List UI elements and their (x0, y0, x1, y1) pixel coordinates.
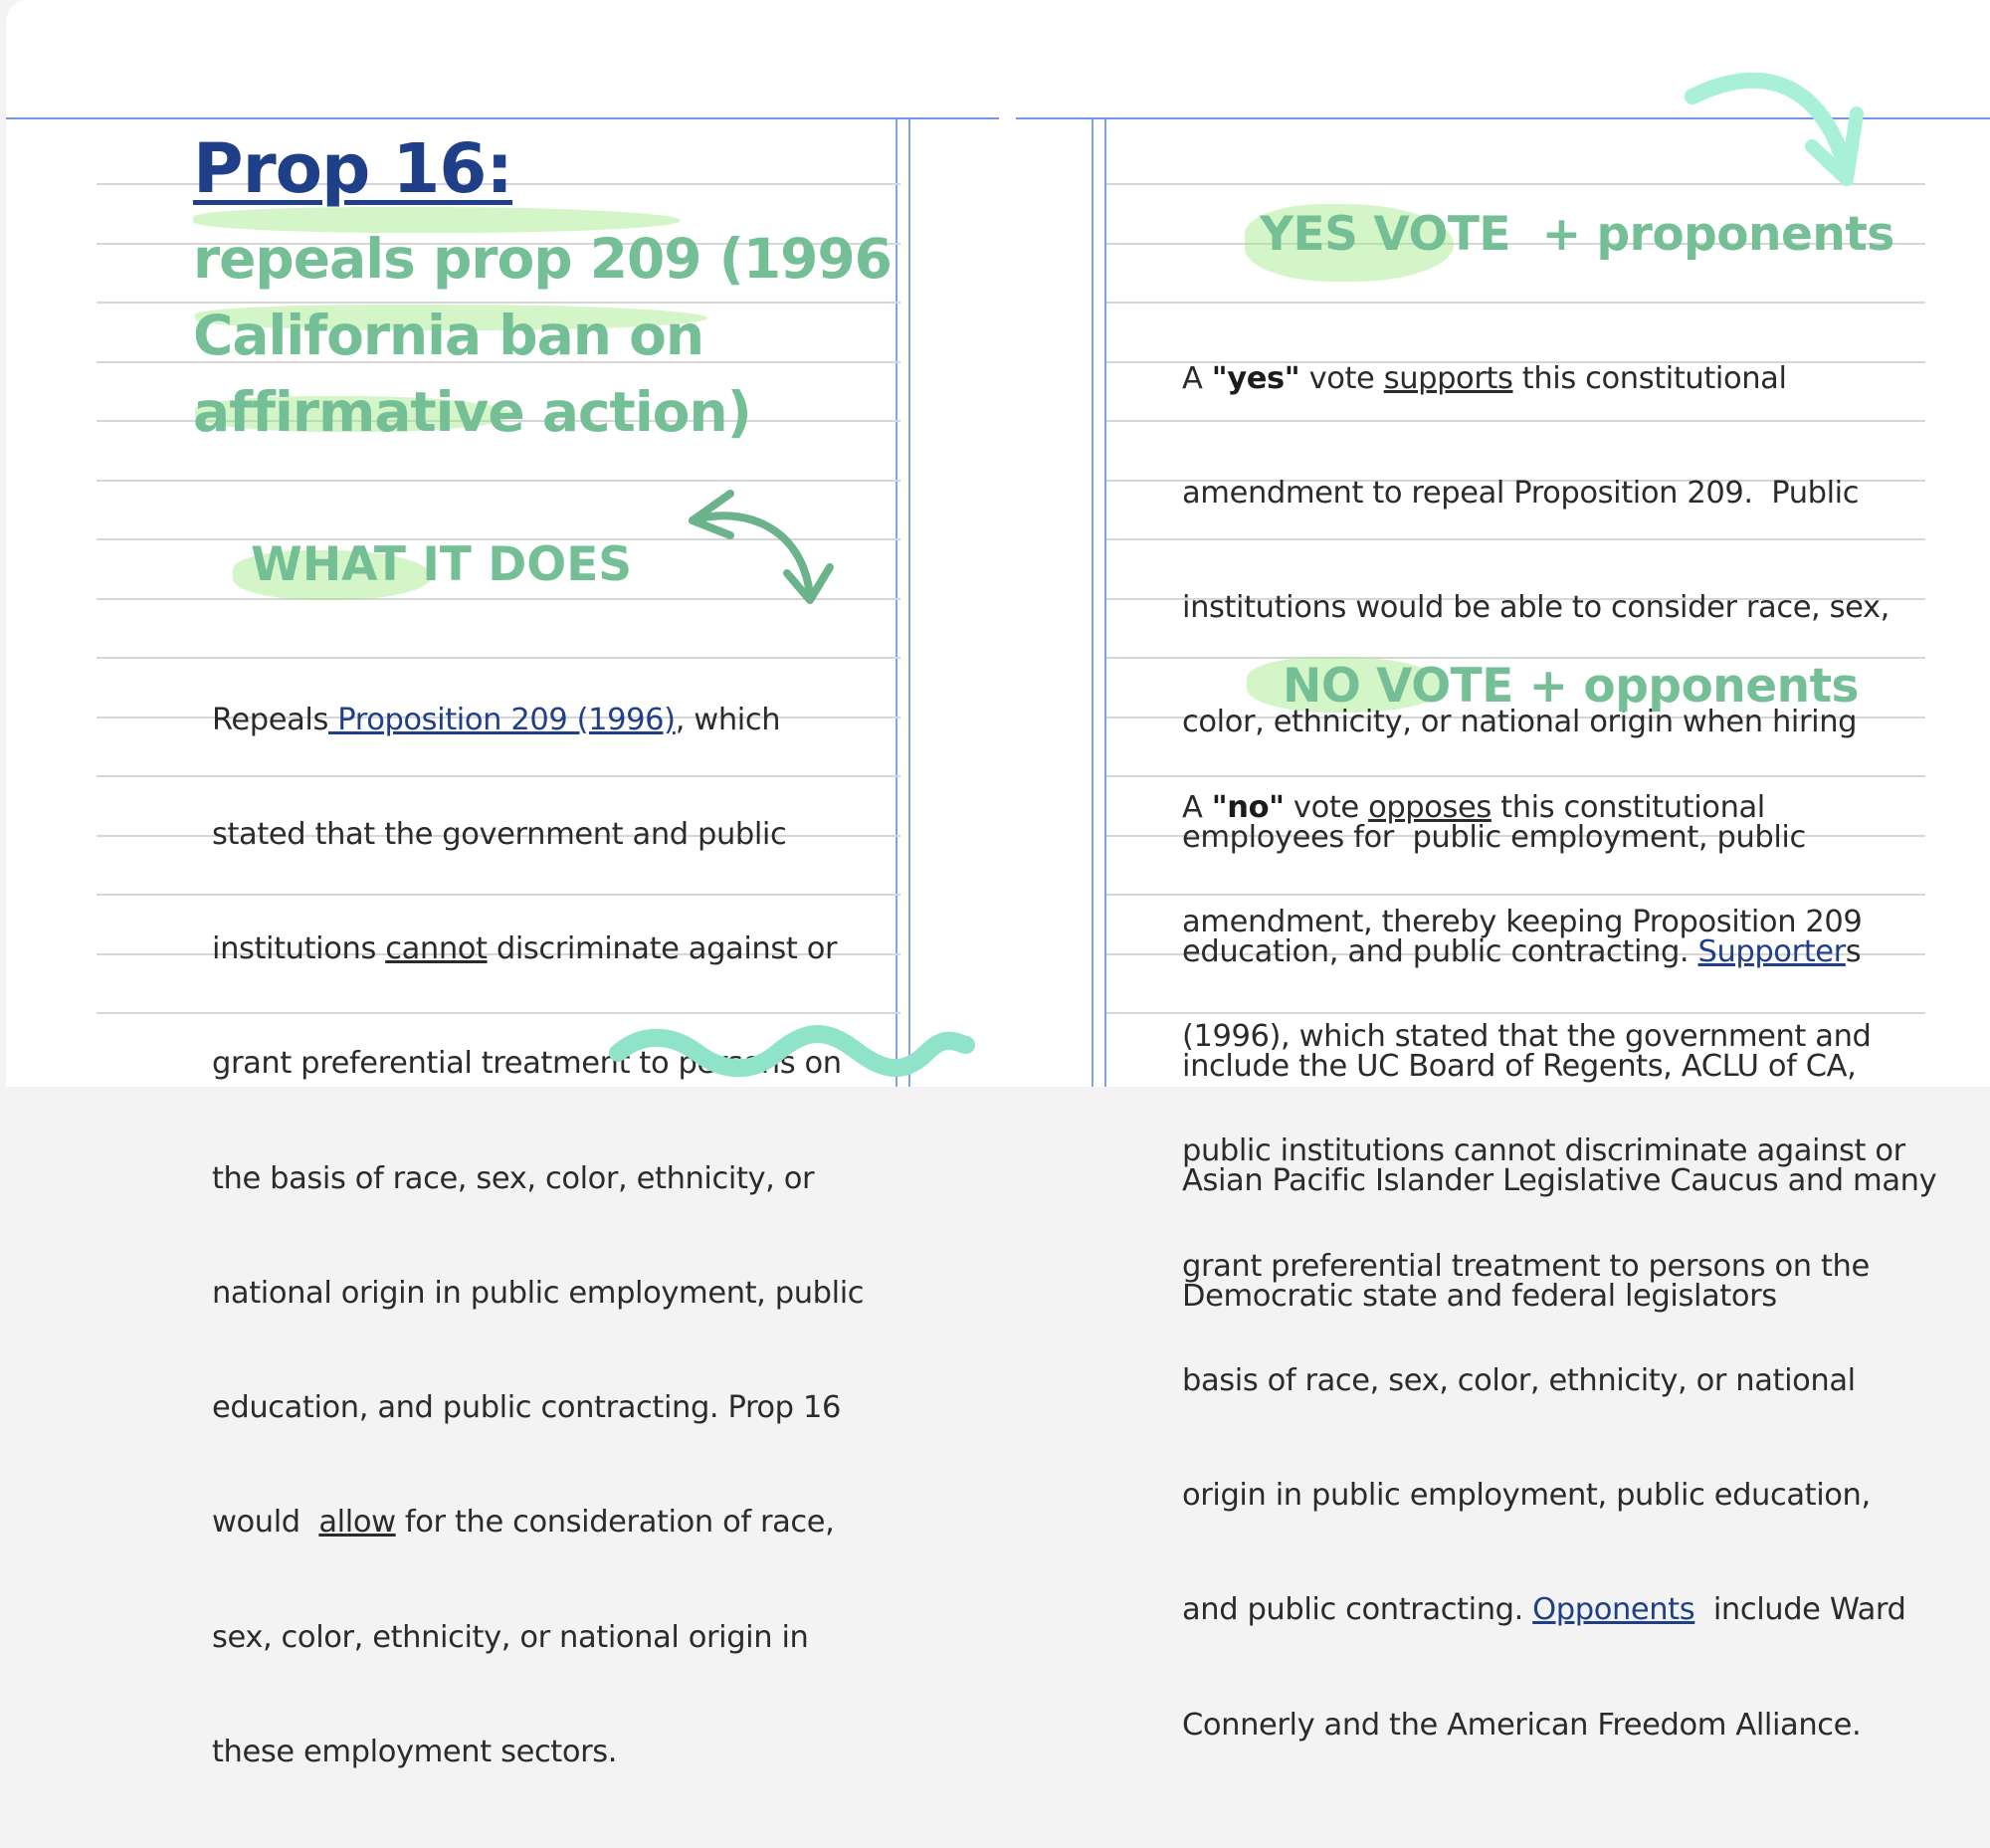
text-line: (1996), which stated that the government and (1182, 1019, 1872, 1055)
margin-line (1104, 119, 1106, 1087)
text-segment: vote (1284, 789, 1369, 825)
text-segment: institutions (212, 931, 386, 967)
underlined-word: cannot (385, 931, 488, 967)
subtitle-line: California ban on (193, 304, 704, 367)
text-segment: this constitutional (1512, 360, 1787, 396)
subtitle-line: repeals prop 209 (1996 (193, 227, 892, 291)
text-line: national origin in public employment, public (212, 1275, 865, 1311)
right-notebook-page (1016, 0, 1990, 1743)
text-line: employees for public employment, public (1182, 819, 1806, 855)
margin-line (1092, 119, 1094, 1087)
text-segment: and public contracting. (1182, 1592, 1533, 1628)
curved-arrow-icon (1673, 62, 1872, 191)
no-vote-text (1182, 713, 1906, 1821)
text-segment: for the consideration of race, (395, 1505, 835, 1540)
text-segment: vote (1299, 360, 1384, 396)
no-vote-heading: NO VOTE + opponents (1283, 659, 1860, 714)
text-segment: , which (675, 702, 781, 737)
supporters-link[interactable]: Supporter (1697, 933, 1846, 969)
text-line: amendment to repeal Proposition 209. Public (1182, 476, 1860, 512)
text-segment: education, and public contracting. (1182, 933, 1698, 969)
text-line: these employment sectors. (212, 1734, 618, 1769)
curved-double-arrow-icon (683, 486, 842, 615)
text-line: Democratic state and federal legislators (1182, 1278, 1777, 1314)
text-line: origin in public employment, public education, (1182, 1478, 1871, 1514)
text-segment: this constitutional (1491, 789, 1765, 825)
text-segment: s (1845, 933, 1862, 969)
section-heading-what-it-does: WHAT IT DOES (251, 537, 633, 592)
bold-word: "no" (1211, 789, 1285, 825)
text-line: Asian Pacific Islander Legislative Caucus and many (1182, 1163, 1937, 1199)
text-line: public institutions cannot discriminate against or (1182, 1133, 1905, 1169)
text-line: include the UC Board of Regents, ACLU of CA, (1182, 1049, 1857, 1085)
bold-word: "yes" (1211, 360, 1300, 396)
text-line: Connerly and the American Freedom Alliance. (1182, 1707, 1862, 1743)
underlined-word: supports (1383, 360, 1513, 396)
squiggle-decoration (608, 1023, 976, 1083)
text-line: sex, color, ethnicity, or national origin in (212, 1619, 809, 1655)
text-line: basis of race, sex, color, ethnicity, or national (1182, 1362, 1856, 1398)
text-segment: include Ward (1694, 1592, 1906, 1628)
page-subtitle (193, 221, 892, 451)
text-line: color, ethnicity, or national origin when hiring (1182, 705, 1858, 740)
margin-line (908, 119, 910, 1087)
underlined-word: allow (318, 1505, 396, 1540)
text-segment: discriminate against or (487, 931, 838, 967)
subtitle-line: affirmative action) (193, 380, 751, 444)
text-line: education, and public contracting. Prop 16 (212, 1390, 841, 1426)
yes-vote-heading: YES VOTE + proponents (1260, 207, 1894, 262)
text-segment: would (212, 1505, 319, 1540)
left-notebook-page (6, 0, 1016, 1769)
text-segment: A (1182, 789, 1212, 825)
text-line: stated that the government and public (212, 817, 787, 853)
page-title: Prop 16: (193, 129, 513, 209)
text-line: institutions would be able to consider race, sex, (1182, 590, 1890, 626)
text-line: grant preferential treatment to persons on the (1182, 1248, 1870, 1284)
ruled-line (97, 480, 900, 482)
margin-line (896, 119, 897, 1087)
text-line: the basis of race, sex, color, ethnicity, or (212, 1160, 815, 1196)
text-line: amendment, thereby keeping Proposition 209 (1182, 905, 1863, 940)
page-top-line (6, 117, 999, 119)
text-segment: Repeals (212, 702, 328, 737)
text-segment: A (1182, 360, 1212, 396)
proposition-209-link[interactable]: Proposition 209 (1996) (327, 702, 676, 737)
opponents-link[interactable]: Opponents (1532, 1592, 1695, 1628)
what-it-does-text (212, 625, 864, 1848)
text-line: grant preferential treatment to persons on (212, 1046, 842, 1082)
underlined-word: opposes (1368, 789, 1492, 825)
